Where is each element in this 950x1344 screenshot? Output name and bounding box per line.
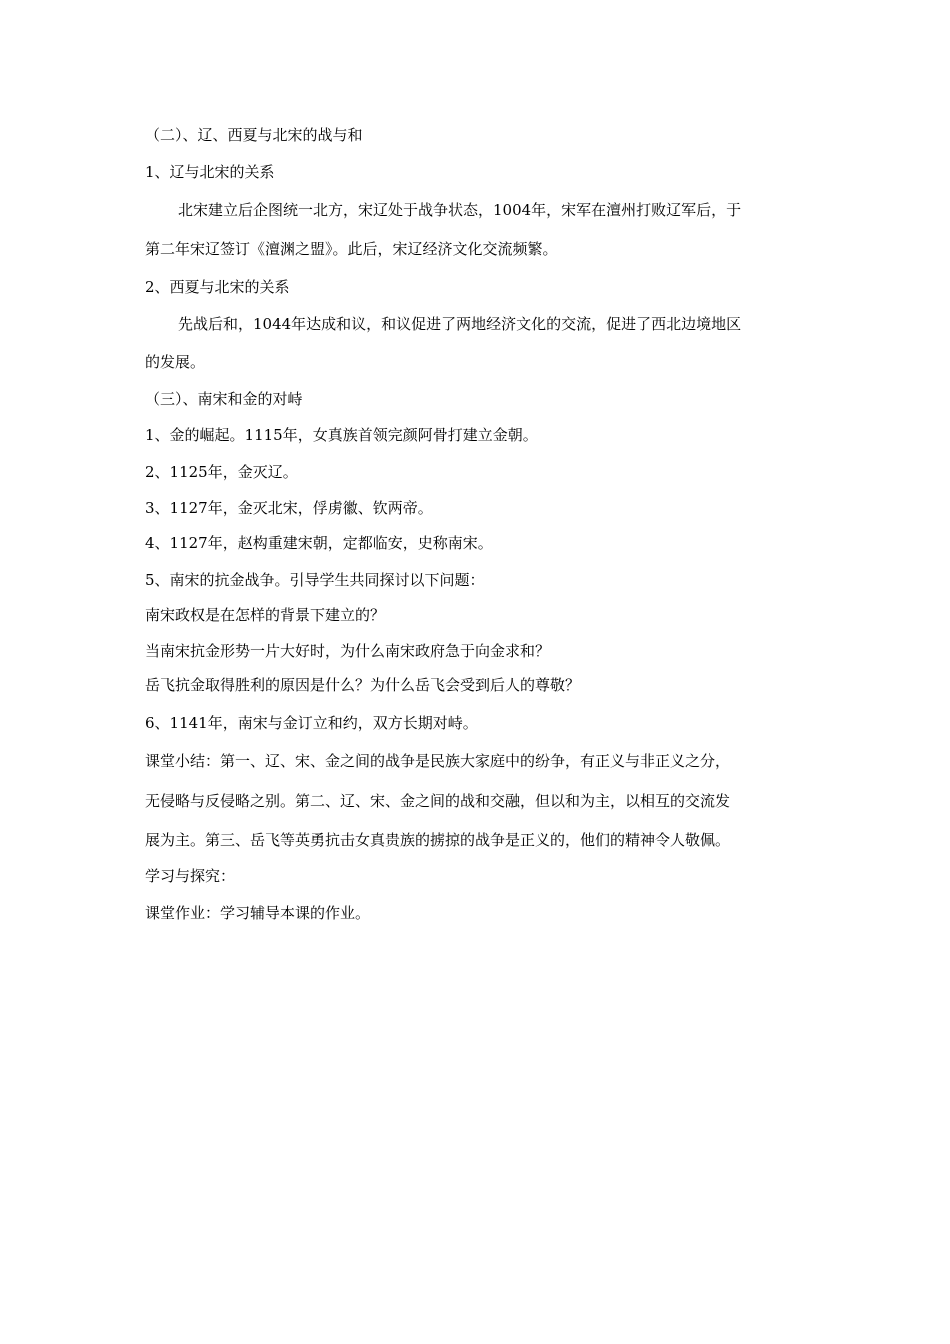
summary-line-2: 无侵略与反侵略之别。第二、辽、宋、金之间的战和交融，但以和为主，以相互的交流发 (145, 792, 731, 810)
subheading-liao-song: 1、辽与北宋的关系 (145, 163, 275, 181)
section-heading-2: （二）、辽、西夏与北宋的战与和 (145, 126, 363, 144)
question-2: 当南宋抗金形势一片大好时，为什么南宋政府急于向金求和？ (145, 642, 551, 660)
summary-line-1: 课堂小结：第一、辽、宋、金之间的战争是民族大家庭中的纷争，有正义与非正义之分， (145, 752, 731, 770)
section-heading-3: （三）、南宋和金的对峙 (145, 390, 303, 408)
question-1: 南宋政权是在怎样的背景下建立的？ (145, 606, 386, 624)
subheading-xixia-song: 2、西夏与北宋的关系 (145, 278, 290, 296)
list-item-4: 4、1127年，赵构重建宋朝，定都临安，史称南宋。 (145, 534, 493, 552)
question-3: 岳飞抗金取得胜利的原因是什么？为什么岳飞会受到后人的尊敬？ (145, 676, 581, 694)
study-heading: 学习与探究： (145, 867, 236, 885)
summary-line-3: 展为主。第三、岳飞等英勇抗击女真贵族的掳掠的战争是正义的，他们的精神令人敬佩。 (145, 831, 731, 849)
list-item-6: 6、1141年，南宋与金订立和约，双方长期对峙。 (145, 714, 478, 732)
paragraph-xixia-song-1: 先战后和，1044年达成和议，和议促进了两地经济文化的交流，促进了西北边境地区 (178, 315, 742, 333)
list-item-5: 5、南宋的抗金战争。引导学生共同探讨以下问题： (145, 571, 485, 589)
paragraph-liao-song-1: 北宋建立后企图统一北方，宋辽处于战争状态，1004年，宋军在澶州打败辽军后，于 (178, 201, 742, 219)
paragraph-xixia-song-2: 的发展。 (145, 353, 206, 371)
paragraph-liao-song-2: 第二年宋辽签订《澶渊之盟》。此后，宋辽经济文化交流频繁。 (145, 240, 558, 258)
homework-line: 课堂作业：学习辅导本课的作业。 (145, 904, 371, 922)
list-item-3: 3、1127年，金灭北宋，俘虏徽、钦两帝。 (145, 499, 433, 517)
list-item-1: 1、金的崛起。1115年，女真族首领完颜阿骨打建立金朝。 (145, 426, 538, 444)
list-item-2: 2、1125年，金灭辽。 (145, 463, 298, 481)
